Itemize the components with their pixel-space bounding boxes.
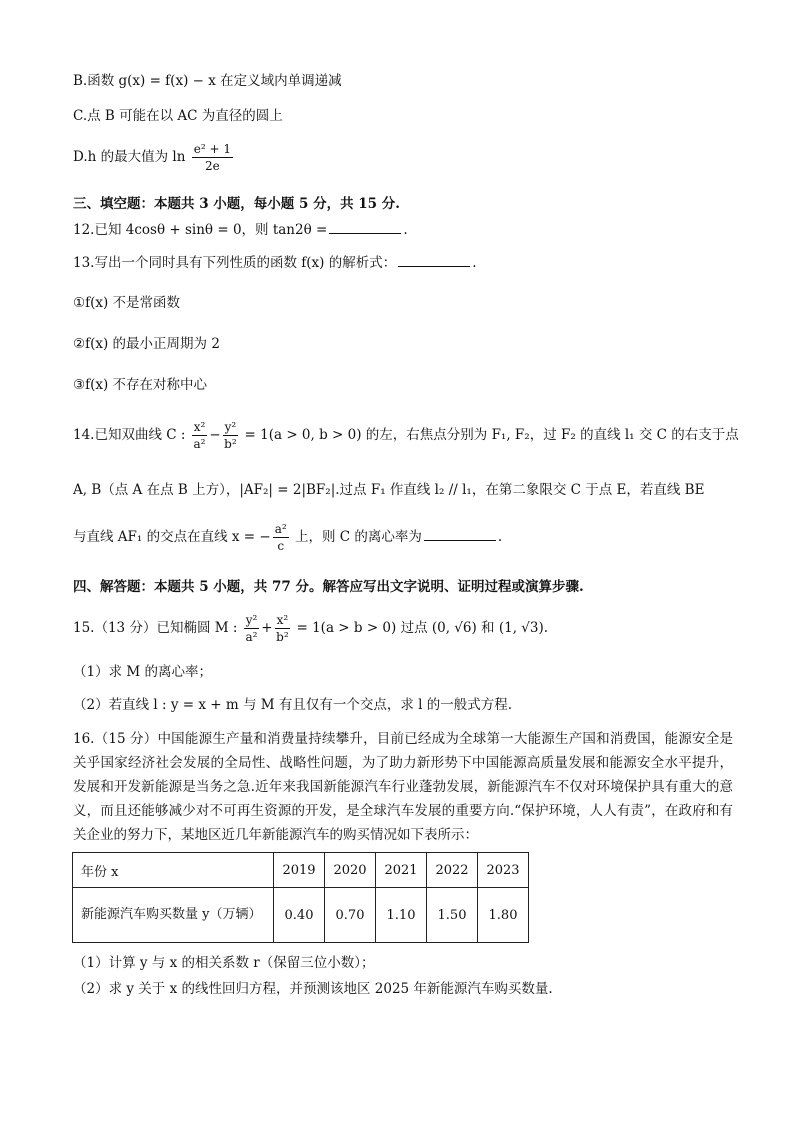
q14-line-1 [73,418,739,452]
table-row [73,888,529,943]
q13-property-3: ③f(x) 不存在对称中心 [73,377,208,393]
q14-answer-blank[interactable] [424,527,496,541]
table-cell-value: 0.40 [274,888,325,943]
table-cell-value: 1.10 [376,888,427,943]
q11-option-d-denominator: 2e [204,159,220,173]
q12-suffix: . [403,222,408,238]
table-header-quantity: 新能源汽车购买数量 y（万辆） [73,888,274,943]
q14-frac2-den: b² [224,437,237,451]
q15-frac1-num: y² [245,613,258,627]
q14-frac1-den: a² [193,437,206,451]
q11-option-c: C.点 B 可能在以 AC 为直径的圆上 [73,108,283,124]
q16-part-2: （2）求 y 关于 x 的线性回归方程，并预测该地区 2025 年新能源汽车购买数量. [73,981,553,997]
q15-line-1 [73,611,548,645]
q14-frac3-num: a² [274,522,287,536]
q14-end: . [497,529,503,545]
q15-part-1: （1）求 M 的离心率； [73,664,212,680]
table-header-year: 年份 x [73,853,274,888]
q11-option-d-prefix: D.h 的最大值为 ln [73,149,186,165]
table-cell-value: 0.70 [325,888,376,943]
q13-text: 13.写出一个同时具有下列性质的函数 f(x) 的解析式： [73,255,397,271]
q14-line-3 [73,520,502,554]
q11-option-d-numerator: e² + 1 [193,142,231,156]
section4-heading: 四、解答题：本题共 5 小题，共 77 分。解答应写出文字说明、证明过程或演算步骤. [73,579,584,595]
table-row [73,853,529,888]
section3-heading: 三、填空题：本题共 3 小题，每小题 5 分，共 15 分. [73,196,400,212]
q14-line-2: A, B（点 A 在点 B 上方），|AF₂| = 2|BF₂|.过点 F₁ 作直线 l₂ // l₁，在第二象限交 C 于点 E，若直线 BE [73,482,705,498]
table-cell-year: 2022 [427,853,478,888]
q14-line3-suffix: 上，则 C 的离心率为 [295,529,422,545]
q12 [73,220,408,239]
table-cell-value: 1.50 [427,888,478,943]
table-cell-year: 2020 [325,853,376,888]
q15-fraction-x [275,612,291,645]
q15-suffix: = 1(a > b > 0) 过点 (0, √6) 和 (1, √3). [296,620,549,636]
q13-answer-blank[interactable] [398,253,470,267]
q13 [73,253,477,272]
q14-frac3-den: c [277,539,285,553]
q13-property-1: ①f(x) 不是常函数 [73,295,181,311]
q16-paragraph: 16.（15 分）中国能源生产量和消费量持续攀升，目前已经成为全球第一大能源生产国和消费国，能源安全是关乎国家经济社会发展的全局性、战略性问题，为了助力新形势下中国能源高质量发展和能源安全水平提升，发展和开发新能源是当务之急.近年来我国新能源汽车行业蓬勃发展，新能源汽车不仅对环境保护具有重大的意义，而且还能够减少对不可再生资源的开发，是全球汽车发展的重要方向.“保护环境，人人有责”，在政府和有关企业的努力下，某地区近几年新能源汽车的购买情况如下表所示： [73,731,733,843]
table-cell-year: 2021 [376,853,427,888]
q11-option-d-fraction [192,141,233,174]
q14-prefix: 14.已知双曲线 C : [73,427,186,443]
q15-part-2: （2）若直线 l : y = x + m 与 M 有且仅有一个交点，求 l 的一般式方程. [73,697,513,713]
q15-frac1-den: a² [245,630,258,644]
q13-property-2: ②f(x) 的最小正周期为 2 [73,336,220,352]
q14-line3-prefix: 与直线 AF₁ 的交点在直线 x = − [73,529,271,545]
q14-minus: − [209,427,221,443]
q11-option-b: B.函数 g(x) = f(x) − x 在定义域内单调递减 [73,73,342,89]
q15-frac2-num: x² [276,613,289,627]
q15-prefix: 15.（13 分）已知椭圆 M : [73,620,238,636]
q14-line1-suffix: = 1(a > 0, b > 0) 的左，右焦点分别为 F₁, F₂，过 F₂ 的直线 l₁ 交 C 的右支于点 [244,427,739,443]
table-cell-year: 2019 [274,853,325,888]
q14-fraction-y [223,419,239,452]
q14-fraction-a2-c [273,521,289,554]
q15-plus: + [261,620,273,636]
q12-text: 12.已知 4cosθ + sinθ = 0，则 tan2θ = [73,222,328,238]
table-cell-value: 1.80 [478,888,529,943]
q15-fraction-y [244,612,260,645]
q12-answer-blank[interactable] [329,220,401,234]
table-cell-year: 2023 [478,853,529,888]
q14-frac1-num: x² [193,420,206,434]
q16-part-1: （1）计算 y 与 x 的相关系数 r（保留三位小数）； [73,955,375,971]
q13-suffix: . [472,255,477,271]
q11-option-d [73,140,235,174]
q14-frac2-num: y² [224,420,237,434]
q14-fraction-x [192,419,208,452]
q16-data-table [72,852,529,943]
q15-frac2-den: b² [276,630,289,644]
